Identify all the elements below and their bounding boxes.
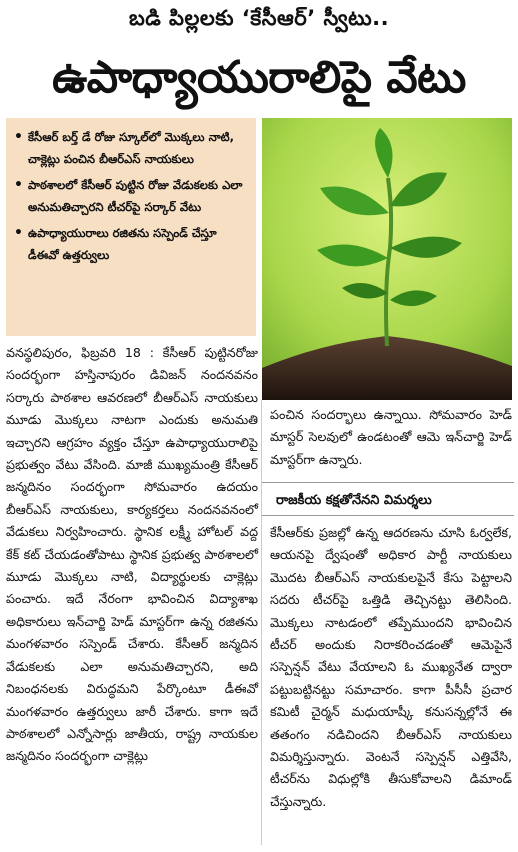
highlight-text: కేసీఆర్ బర్త్ డే రోజు స్కూల్‌లో మొక్కలు నాటి, చాక్లెట్లు పంచిన బీఆర్ఎస్ నాయకులు	[28, 130, 234, 166]
subhead-rule-top	[262, 482, 514, 483]
highlight-text: ఉపాధ్యాయురాలు రజితను సస్పెండ్ చేస్తూ డీఈవో ఉత్తర్వులు	[28, 226, 217, 262]
sapling-illustration	[262, 118, 512, 400]
bullet-icon: •	[14, 129, 23, 145]
bullet-icon: •	[14, 225, 23, 241]
highlight-item	[14, 222, 250, 266]
article-headline: ఉపాధ్యాయురాలిపై వేటు	[52, 52, 466, 103]
article-kicker: బడి పిల్లలకు ‘కేసీఆర్’ స్వీటు..	[128, 6, 390, 30]
column-divider	[261, 400, 262, 845]
highlight-text: పాఠశాలలో కేసీఆర్ పుట్టిన రోజు వేడుకలకు ఎలా అనుమతిచ్చారని టీచర్‌పై సర్కార్ వేటు	[28, 178, 243, 214]
article-body-right-bottom	[270, 522, 512, 813]
article-subheading: రాజకీయ కక్షతోనేనని విమర్శలు	[276, 493, 432, 508]
body-paragraph: వనస్థలిపురం, ఫిబ్రవరి 18 : కేసీఆర్ పుట్టినరోజు సందర్భంగా హస్తినాపురం డివిజన్ నందనవనం సర్కారు పాఠశాల ఆవరణలో బీఆర్ఎస్ నాయకులు మూడు మొక్కలు నాటగా ఎందుకు అనుమతి ఇచ్చారని ఆగ్రహం వ్యక్తం చేస్తూ ఉపాధ్యాయురాలిపై ప్రభుత్వం వేటు వేసింది. మాజీ ముఖ్యమంత్రి కేసీఆర్ జన్మదినం సందర్భంగా సోమవారం ఉదయం బీఆర్ఎస్ నాయకులు, కార్యకర్తలు నందనవనంలో వేడుకలు నిర్వహించారు. స్థానిక లక్ష్మీ హోటల్ వద్ద కేక్ కట్ చేయడంతోపాటు స్థానిక ప్రభుత్వ పాఠశాలలో మూడు మొక్కలు నాటి, విద్యార్థులకు చాక్లెట్లు పంచారు. ఇదే నేరంగా భావించిన విద్యాశాఖ అధికారులు ఇన్‌చార్జి హెడ్ మాస్టర్‌గా ఉన్న రజితను మంగళవారం సస్పెండ్ చేశారు. కేసీఆర్ జన్మదిన వేడుకలకు ఎలా అనుమతిచ్చారని, అది నిబంధనలకు విరుద్ధమని పేర్కొంటూ డీఈవో మంగళవారం ఉత్తర్వులు జారీ చేశారు. కాగా ఇదే పాఠశాలలో ఎన్నోసార్లు జాతీయ, రాష్ట్ర నాయకుల జన్మదినం సందర్భంగా చాక్లెట్లు	[6, 345, 258, 764]
article-body-left	[6, 342, 258, 768]
body-paragraph: పంచిన సందర్భాలు ఉన్నాయి. సోమవారం హెడ్ మాస్టర్ సెలవులో ఉండటంతో ఆమె ఇన్‌చార్జి హెడ్ మాస్టర్‌గా ఉన్నారు.	[270, 407, 512, 467]
highlights-box	[6, 118, 256, 336]
highlight-item	[14, 174, 250, 218]
sapling-photo	[262, 118, 512, 400]
highlight-item	[14, 126, 250, 170]
bullet-icon: •	[14, 177, 23, 193]
article-body-right-top	[270, 404, 512, 471]
subhead-rule-bottom	[262, 515, 514, 516]
body-paragraph: కేసీఆర్‌కు ప్రజల్లో ఉన్న ఆదరణను చూసి ఓర్వలేక, ఆయనపై ద్వేషంతో అధికార పార్టీ నాయకులు మొదట బీఆర్ఎస్ నాయకులపైనే కేసు పెట్టాలని సదరు టీచర్‌పై ఒత్తిడి తెచ్చినట్టు తెలిసింది. మొక్కలు నాటడంలో తప్పేముందని భావించిన టీచర్ అందుకు నిరాకరించడంతో ఆమెపైనే సస్పెన్షన్ వేటు వేయాలని ఓ ముఖ్యనేత ద్వారా పట్టుబట్టినట్టు సమాచారం. కాగా పీసీసీ ప్రచార కమిటీ చైర్మన్ మధుయాష్కీ కనుసన్నల్లోనే ఈ తతంగం నడిచిందని బీఆర్ఎస్ నాయకులు విమర్శిస్తున్నారు. వెంటనే సస్పెన్షన్ ఎత్తివేసి, టీచర్‌ను విధుల్లోకి తీసుకోవాలని డిమాండ్ చేస్తున్నారు.	[270, 525, 512, 809]
